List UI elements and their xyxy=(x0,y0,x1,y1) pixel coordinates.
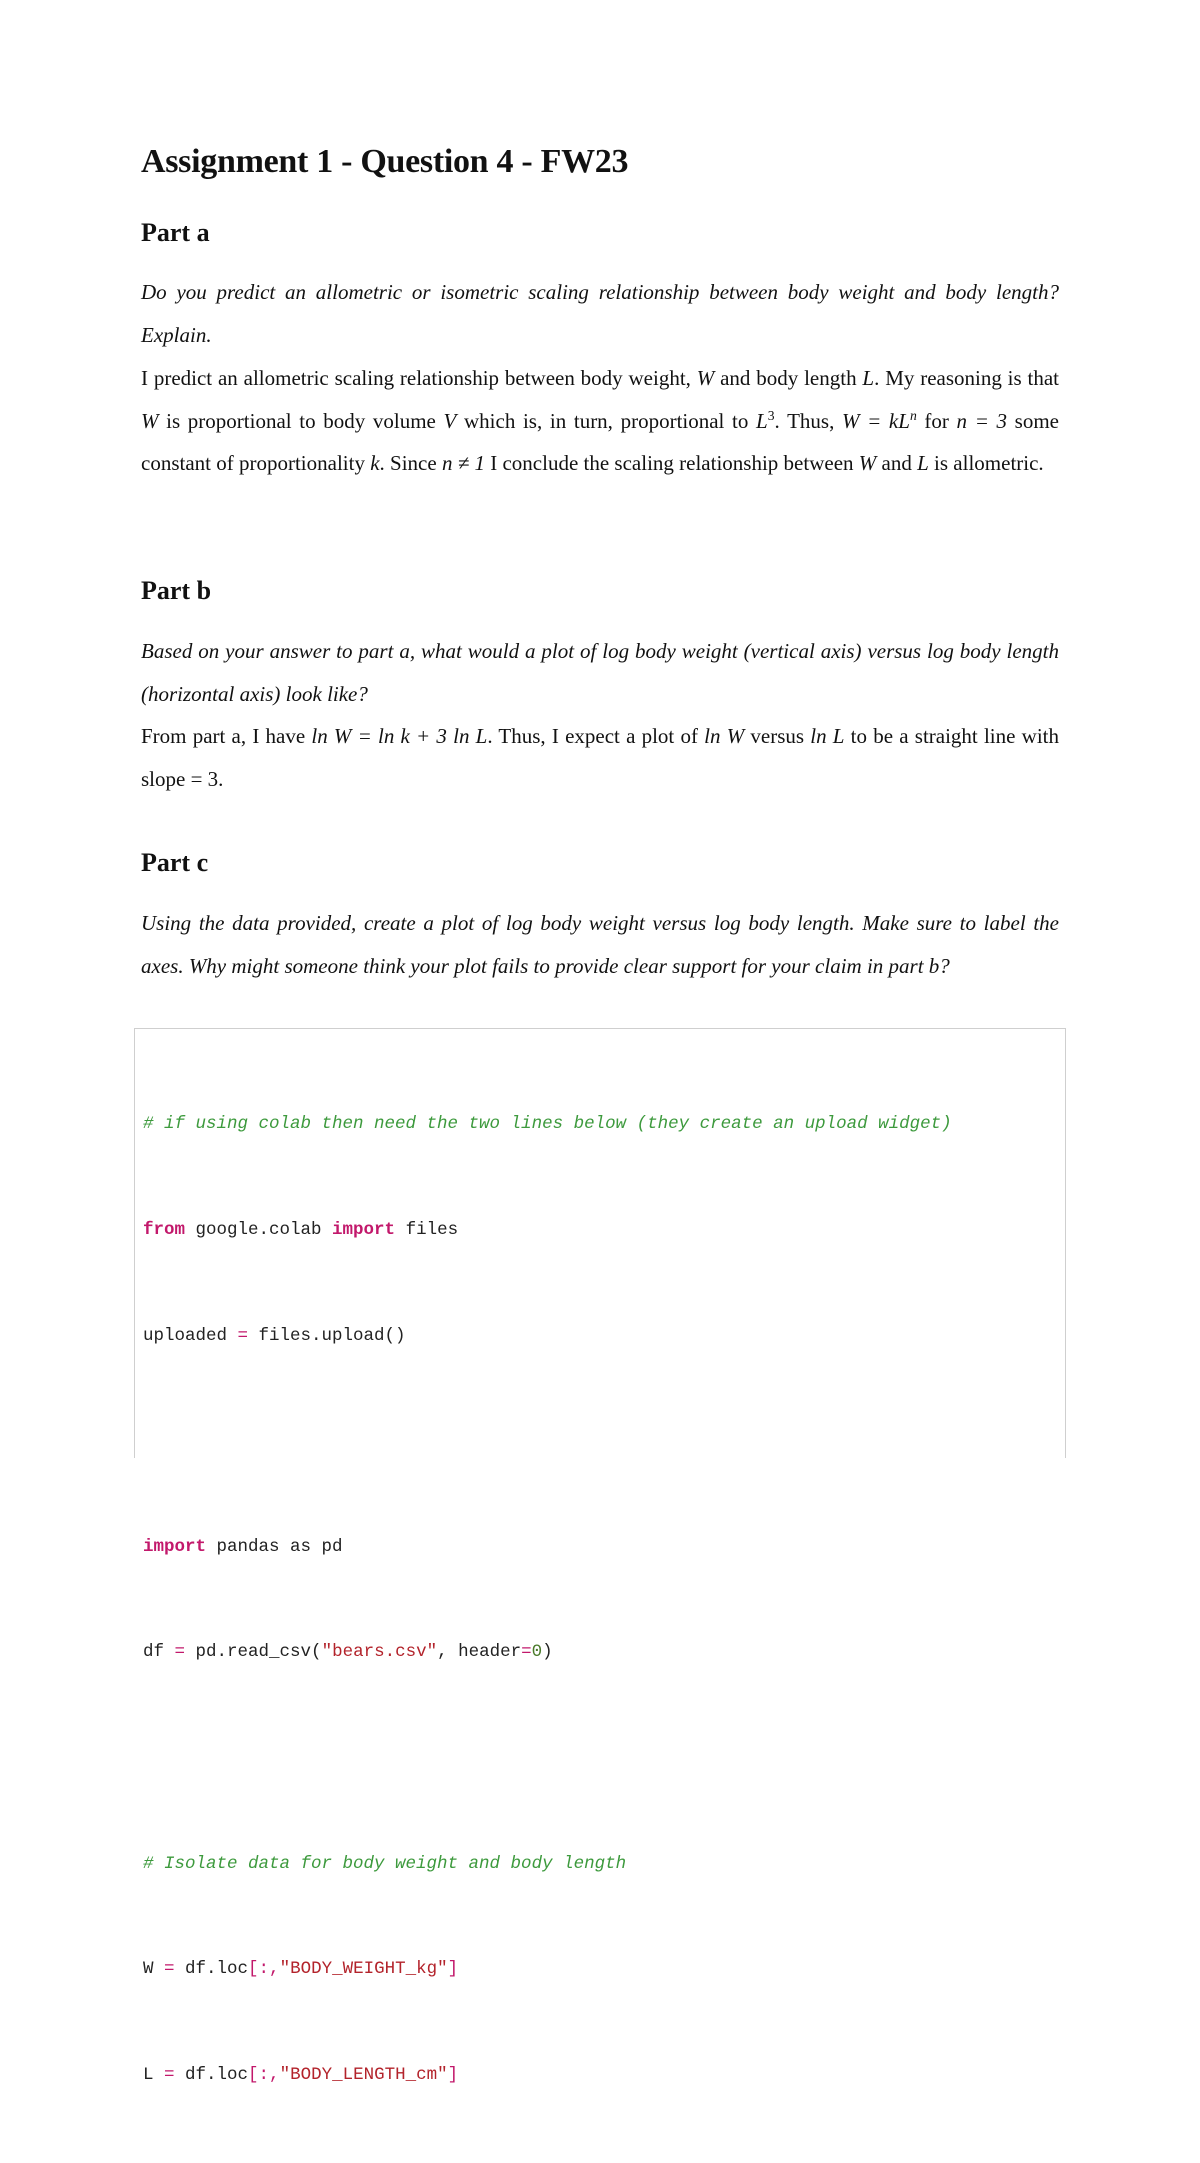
code-line-blank xyxy=(143,1424,952,1459)
part-a-answer: I predict an allometric scaling relationship between body weight, W and body length L. My reasoning is that W is proportional to body volume V which is, in turn, proportional to $L^3$. Thus, $W = kL^n$ for n = 3 some constant of proportionality k. Since n ≠ 1 I conclude the scaling relationship between W and L is allometric. xyxy=(141,366,1060,475)
part-c-heading: Part c xyxy=(141,848,209,877)
part-a-heading: Part a xyxy=(141,218,210,247)
part-b-answer: From part a, I have ln W = ln k + 3 ln L. Thus, I expect a plot of ln W versus ln L to be a straight line with slope = 3. xyxy=(141,724,1059,791)
code-cell[interactable] xyxy=(134,1028,1066,2085)
code-line-6: df = pd.read_csv("bears.csv", header=0) xyxy=(143,1642,553,1663)
code-line-9: W = df.loc[:,"BODY_WEIGHT_kg"] xyxy=(143,1959,459,1980)
code-block xyxy=(143,1037,952,2163)
part-b-heading: Part b xyxy=(141,576,212,605)
part-b-question: Based on your answer to part a, what would a plot of log body weight (vertical axis) versus log body length (horizontal axis) look like? xyxy=(141,639,1059,706)
part-c-question: Using the data provided, create a plot of log body weight versus log body length. Make sure to label the axes. Why might someone think your plot fails to provide clear support for your claim in part b? xyxy=(141,911,1059,978)
code-line-10: L = df.loc[:,"BODY_LENGTH_cm"] xyxy=(143,2064,459,2085)
code-line-2: from google.colab import files xyxy=(143,1220,459,1240)
code-line-blank xyxy=(143,1741,952,1776)
page-title: Assignment 1 - Question 4 - FW23 xyxy=(141,143,629,180)
part-a-question: Do you predict an allometric or isometric scaling relationship between body weight and body length? Explain. xyxy=(141,280,1059,347)
code-line-5: import pandas as pd xyxy=(143,1536,343,1557)
code-line-8: # Isolate data for body weight and body length xyxy=(143,1853,627,1874)
code-line-3: uploaded = files.upload() xyxy=(143,1325,406,1346)
code-line-1: # if using colab then need the two lines below (they create an upload widget) xyxy=(143,1114,952,1135)
